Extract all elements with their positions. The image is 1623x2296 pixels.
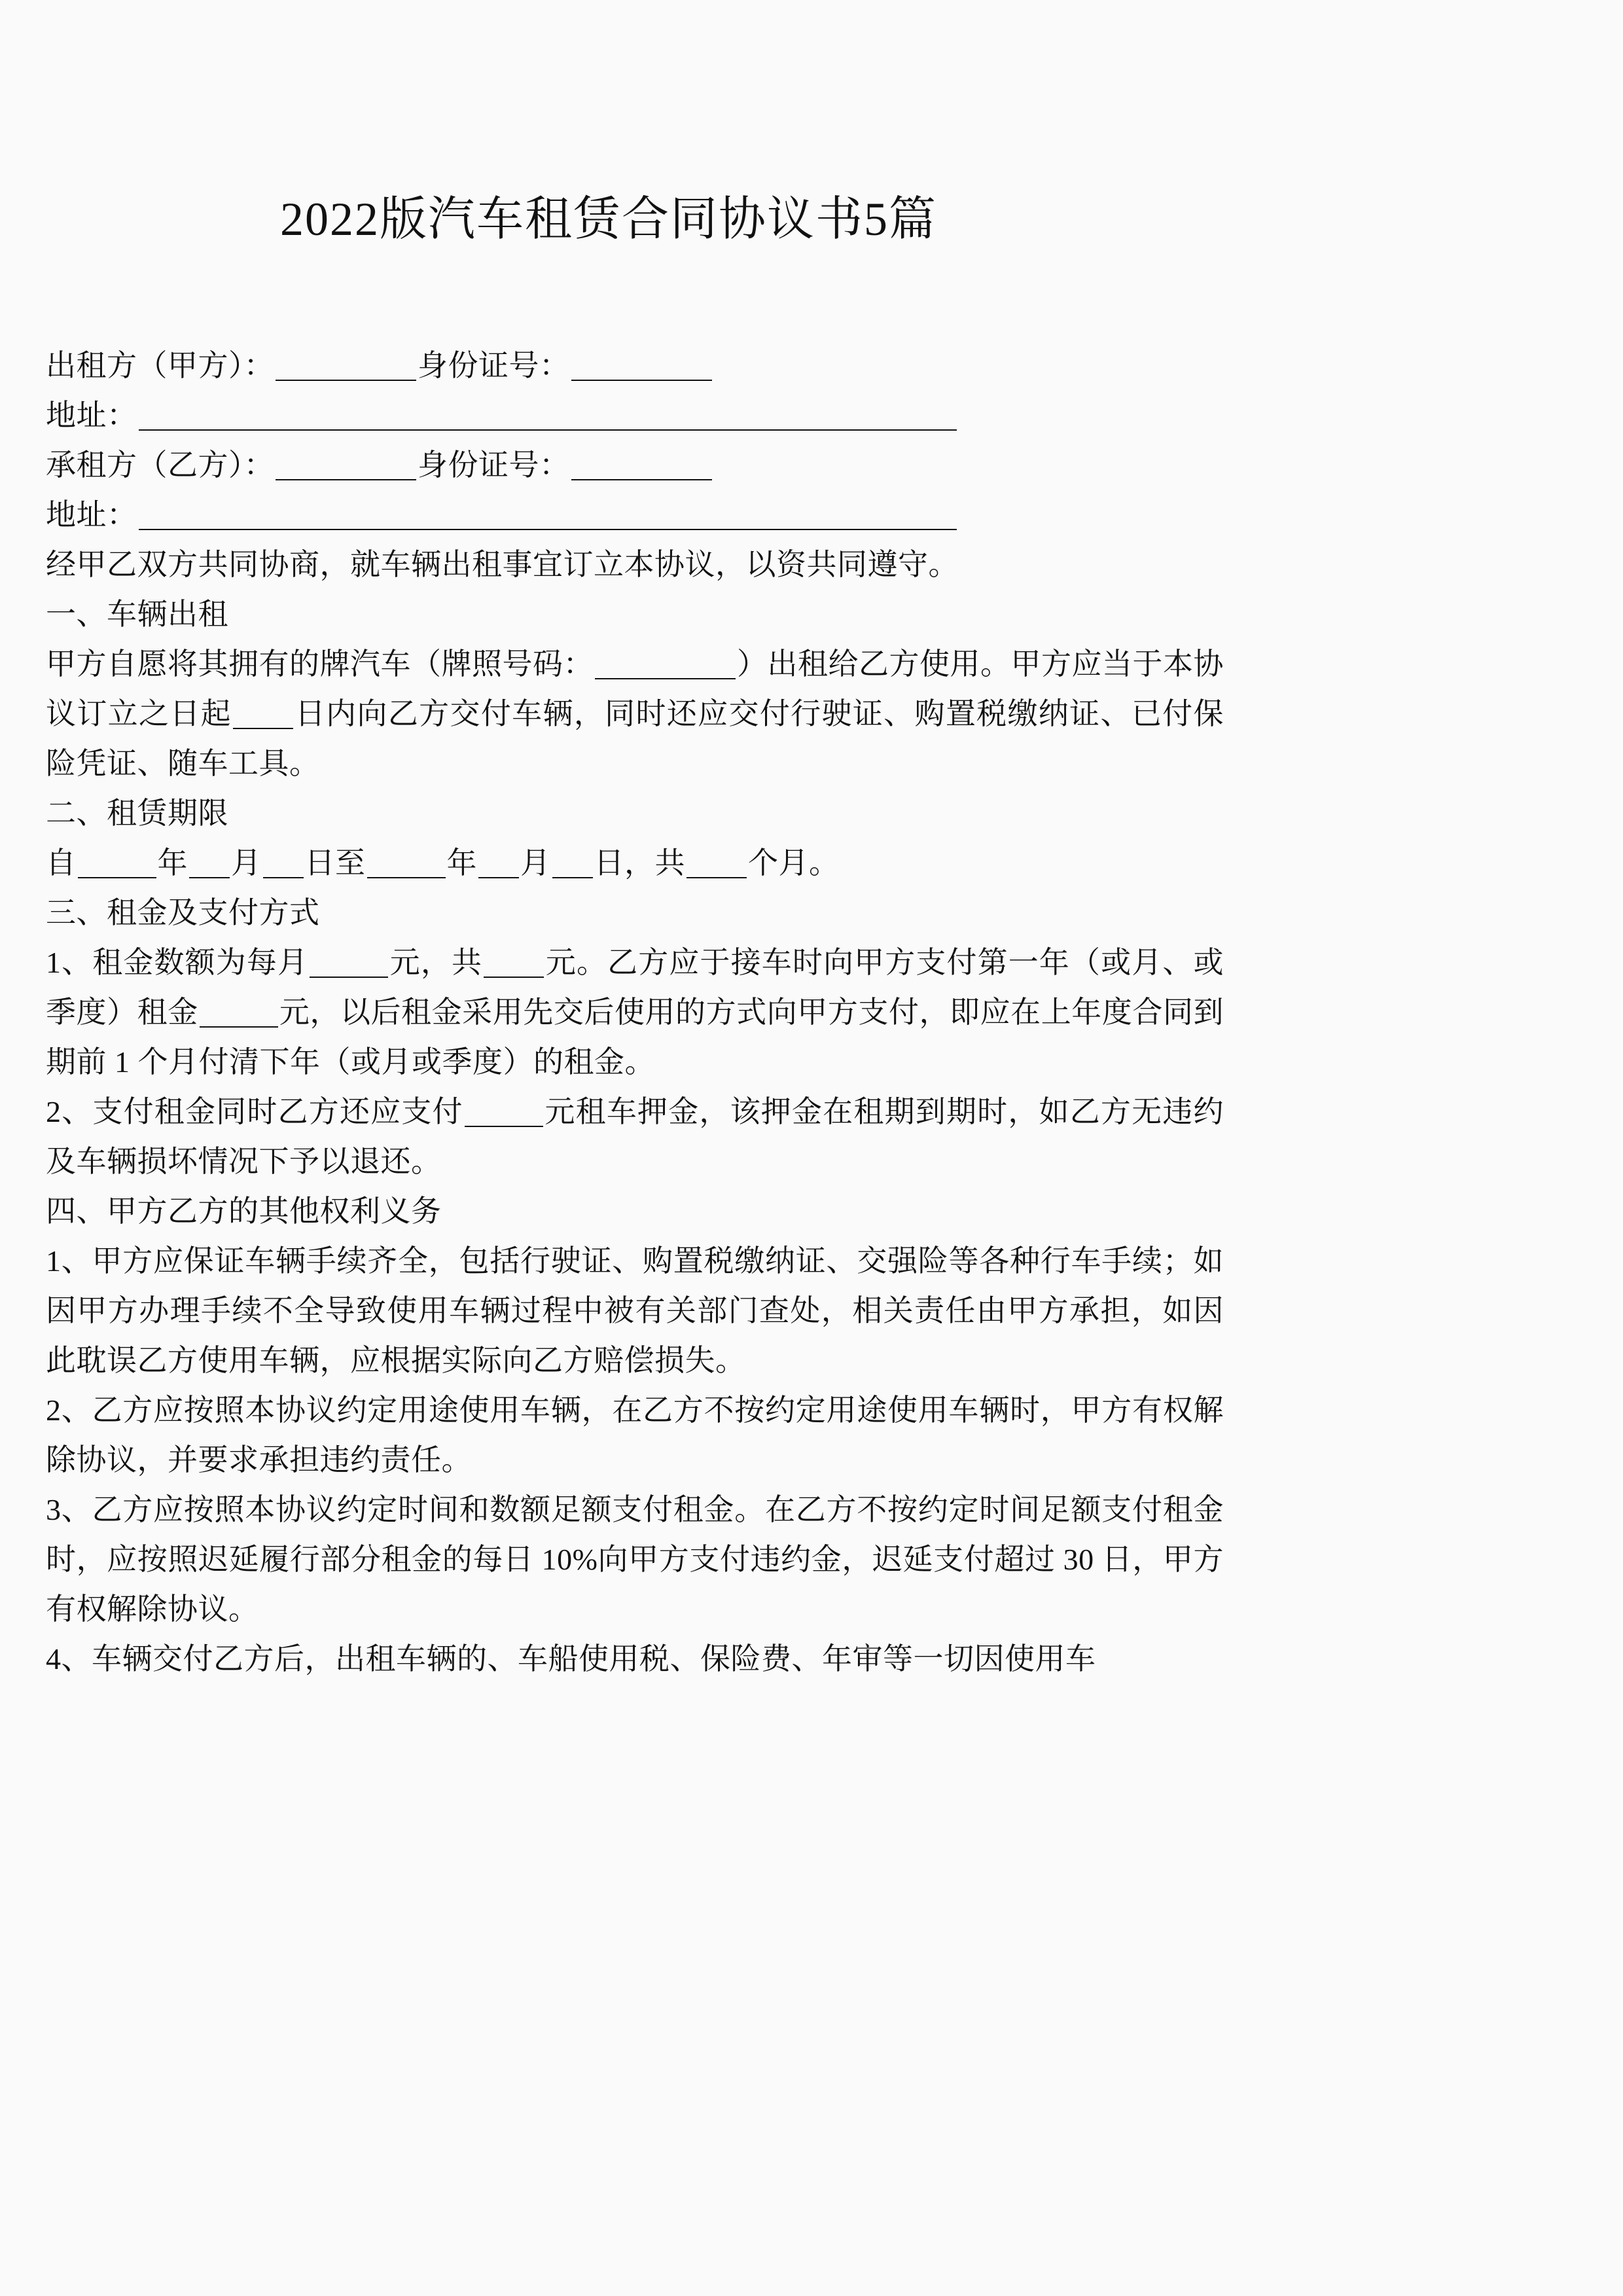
paragraph-text: 年	[446, 846, 477, 880]
lessor-line	[46, 341, 1224, 391]
paragraph-text: 自	[46, 846, 77, 880]
fill-in-blank[interactable]	[687, 848, 747, 878]
paragraph-text: 月	[231, 846, 262, 880]
lessor-id-blank[interactable]	[571, 351, 712, 381]
paragraph-text: 甲方自愿将其拥有的牌汽车（牌照号码：	[46, 647, 594, 681]
section-heading: 二、租赁期限	[46, 797, 228, 830]
fill-in-blank[interactable]	[595, 649, 736, 679]
lessee-address-blank[interactable]	[139, 500, 957, 530]
paragraph-text: 元，以后租金采用先交后使用的方式向甲方支付，即应在上年度合同到期前 1 个月付清下年（或月或季度）的租金。	[46, 996, 1224, 1079]
fill-in-blank[interactable]	[200, 997, 278, 1028]
paragraph-text: 月	[520, 846, 551, 880]
lessor-address-blank[interactable]	[139, 401, 957, 431]
fill-in-blank[interactable]	[478, 848, 519, 878]
lessor-id-label: 身份证号：	[418, 349, 570, 382]
fill-in-blank[interactable]	[78, 848, 156, 878]
fill-in-blank[interactable]	[263, 848, 304, 878]
paragraph-text: 1、甲方应保证车辆手续齐全，包括行驶证、购置税缴纳证、交强险等各种行车手续；如因甲方办理手续不全导致使用车辆过程中被有关部门查处，相关责任由甲方承担，如因此耽误乙方使用车辆，应根据实际向乙方赔偿损失。	[46, 1244, 1224, 1377]
lessor-address-label: 地址：	[46, 399, 137, 432]
lessee-label: 承租方（乙方）：	[46, 448, 274, 482]
paragraph-text: 年	[157, 846, 188, 880]
paragraph-text: 元，共	[389, 946, 483, 979]
section-paragraph	[46, 1634, 1224, 1684]
paragraph-text: 日内向乙方交付车辆，同时还应交付行驶证、购置税缴纳证、已付保险凭证、随车工具。	[46, 697, 1224, 780]
section-paragraph	[46, 838, 1224, 888]
lessee-line	[46, 440, 1224, 490]
fill-in-blank[interactable]	[484, 948, 544, 978]
document-body	[46, 341, 1224, 1684]
lessee-id-blank[interactable]	[571, 450, 712, 480]
paragraph-text: 4、车辆交付乙方后，出租车辆的、车船使用税、保险费、年审等一切因使用车	[46, 1642, 1096, 1676]
preamble: 经甲乙双方共同协商，就车辆出租事宜订立本协议，以资共同遵守。	[46, 548, 959, 581]
paragraph-text: 2、乙方应按照本协议约定用途使用车辆，在乙方不按约定用途使用车辆时，甲方有权解除协议，并要求承担违约责任。	[46, 1393, 1224, 1477]
fill-in-blank[interactable]	[233, 699, 293, 729]
page-title: 2022版汽车租赁合同协议书5篇	[279, 193, 937, 245]
section-paragraph	[46, 1386, 1224, 1485]
section-paragraph	[46, 1236, 1224, 1386]
paragraph-text: 1、租金数额为每月	[46, 946, 309, 979]
lessee-address-label: 地址：	[46, 498, 137, 531]
paragraph-text: 个月。	[748, 846, 840, 880]
section-heading: 三、租金及支付方式	[46, 896, 320, 929]
fill-in-blank[interactable]	[465, 1097, 543, 1127]
fill-in-blank[interactable]	[367, 848, 446, 878]
section-heading: 四、甲方乙方的其他权利义务	[46, 1194, 442, 1228]
lessee-address-line	[46, 490, 1224, 540]
paragraph-text: 2、支付租金同时乙方还应支付	[46, 1095, 463, 1128]
paragraph-text: 3、乙方应按照本协议约定时间和数额足额支付租金。在乙方不按约定时间足额支付租金时，应按照迟延履行部分租金的每日 10%向甲方支付违约金，迟延支付超过 30 日，甲方有权解除协议。	[46, 1493, 1224, 1626]
paragraph-text: 元租车押金，该押金在租期到期时，如乙方无违约及车辆损坏情况下予以退还。	[46, 1095, 1224, 1178]
section-paragraph	[46, 1087, 1224, 1187]
paragraph-text: 元。乙方应于接车时向甲方支付第一年（或月、或季度）租金	[46, 946, 1224, 1029]
paragraph-text: 日，共	[594, 846, 685, 880]
lessee-name-blank[interactable]	[276, 450, 416, 480]
section-paragraph	[46, 639, 1224, 789]
paragraph-text: ）出租给乙方使用。甲方应当于本协议订立之日起	[46, 647, 1224, 730]
section-paragraph	[46, 938, 1224, 1087]
fill-in-blank[interactable]	[189, 848, 230, 878]
section-paragraph	[46, 1485, 1224, 1634]
fill-in-blank[interactable]	[310, 948, 388, 978]
fill-in-blank[interactable]	[552, 848, 593, 878]
lessor-label: 出租方（甲方）：	[46, 349, 274, 382]
lessor-address-line	[46, 391, 1224, 440]
lessor-name-blank[interactable]	[276, 351, 416, 381]
paragraph-text: 日至	[304, 846, 366, 880]
lessee-id-label: 身份证号：	[418, 448, 570, 482]
sections-container	[46, 590, 1224, 1684]
section-heading: 一、车辆出租	[46, 598, 228, 631]
